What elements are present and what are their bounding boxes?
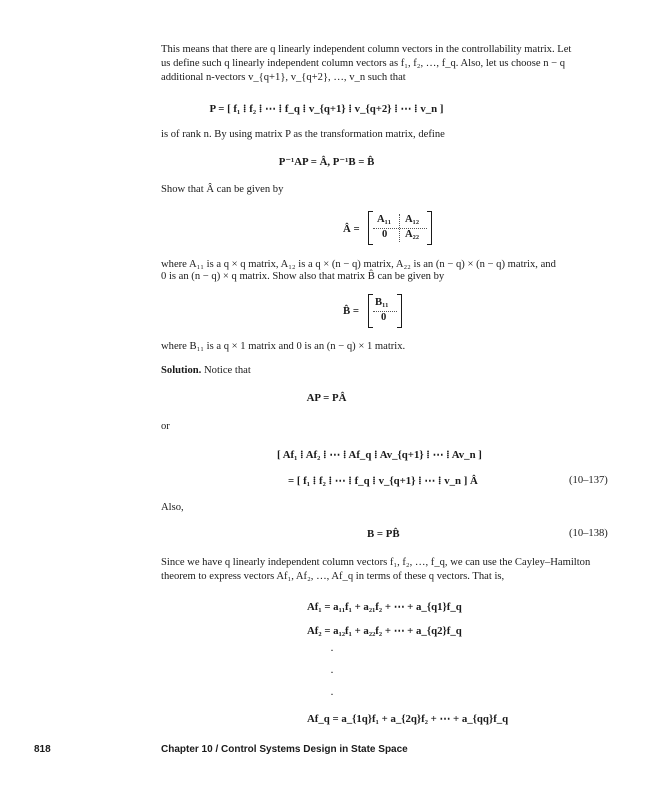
cayley-row-2: Af₂ = a₁₂f₁ + a₂₂f₂ + ⋯ + a_{q2}f_q <box>307 625 462 637</box>
equation-Af-line-1: [ Af₁ ⁞ Af₂ ⁞ ⋯ ⁞ Af_q ⁞ Av_{q+1} ⁞ ⋯ ⁞ Av_n ] <box>277 449 482 461</box>
matrix-A22: A₂₂ <box>405 229 420 240</box>
matrix-A11: A₁₁ <box>377 214 392 225</box>
paragraph-1-line-3: additional n-vectors v_{q+1}, v_{q+2}, …, v_n such that <box>161 72 406 83</box>
cayley-row-1: Af₁ = a₁₁f₁ + a₂₁f₂ + ⋯ + a_{q1}f_q <box>307 601 462 613</box>
running-footer: Chapter 10 / Control Systems Design in State Space <box>161 744 408 755</box>
paragraph-1-line-1: This means that there are q linearly independent column vectors in the controllability matrix. Let <box>161 44 572 55</box>
or-text: or <box>161 421 170 432</box>
Bhat-vector <box>369 295 401 327</box>
paragraph-2-line-1: Since we have q linearly independent column vectors f₁, f₂, …, f_q, we can use the Cayley–Hamilton <box>161 557 591 568</box>
solution-text: Notice that <box>204 365 251 376</box>
equation-B: B = PB̂ <box>367 528 400 540</box>
Ahat-lhs: Â = <box>343 223 360 235</box>
matrix-zero: 0 <box>382 229 388 240</box>
rank-text: is of rank n. By using matrix P as the transformation matrix, define <box>161 129 445 140</box>
paragraph-2-line-2: theorem to express vectors Af₁, Af₂, …, Af_q in terms of these q vectors. That is, <box>161 571 505 582</box>
Bhat-lhs: B̂ = <box>343 305 360 317</box>
show-A-text: Show that Â can be given by <box>161 184 284 195</box>
equation-Af-line-2: = [ f₁ ⁞ f₂ ⁞ ⋯ ⁞ f_q ⁞ v_{q+1} ⁞ ⋯ ⁞ v_n ] Â <box>288 475 478 487</box>
vector-B11: B₁₁ <box>375 297 389 308</box>
equation-P: P = [ f₁ ⁞ f₂ ⁞ ⋯ ⁞ f_q ⁞ v_{q+1} ⁞ v_{q+2} ⁞ ⋯ ⁞ v_n ] <box>209 103 444 115</box>
equation-AP: AP = PÂ <box>306 392 347 404</box>
Ahat-matrix <box>369 212 431 244</box>
matrix-A12: A₁₂ <box>405 214 420 225</box>
where-1-line-1: where A₁₁ is a q × q matrix, A₁₂ is a q × (n − q) matrix, A₂₂ is an (n − q) × (n − q) matrix, and <box>161 259 556 270</box>
cayley-row-q: Af_q = a_{1q}f₁ + a_{2q}f₂ + ⋯ + a_{qq}f_q <box>307 713 509 725</box>
vertical-dot: · <box>330 687 334 701</box>
right-bracket <box>427 211 432 245</box>
vertical-dot: · <box>330 643 334 657</box>
solution-line <box>161 364 251 378</box>
solution-label: Solution. <box>161 365 202 376</box>
equation-number-137: (10–137) <box>569 475 608 486</box>
where-2-text: where B₁₁ is a q × 1 matrix and 0 is an (n − q) × 1 matrix. <box>161 341 406 352</box>
vertical-dot: · <box>330 665 334 679</box>
page-number: 818 <box>34 744 51 755</box>
paragraph-1-line-2: us define such q linearly independent column vectors as f₁, f₂, …, f_q. Also, let us choose n − q <box>161 58 566 69</box>
where-1-line-2: 0 is an (n − q) × q matrix. Show also that matrix B̂ can be given by <box>161 271 445 282</box>
equation-number-138: (10–138) <box>569 528 608 539</box>
vector-zero: 0 <box>381 312 387 323</box>
right-bracket <box>397 294 402 328</box>
also-text: Also, <box>161 502 184 513</box>
equation-transform: P⁻¹AP = Â, P⁻¹B = B̂ <box>278 156 375 168</box>
